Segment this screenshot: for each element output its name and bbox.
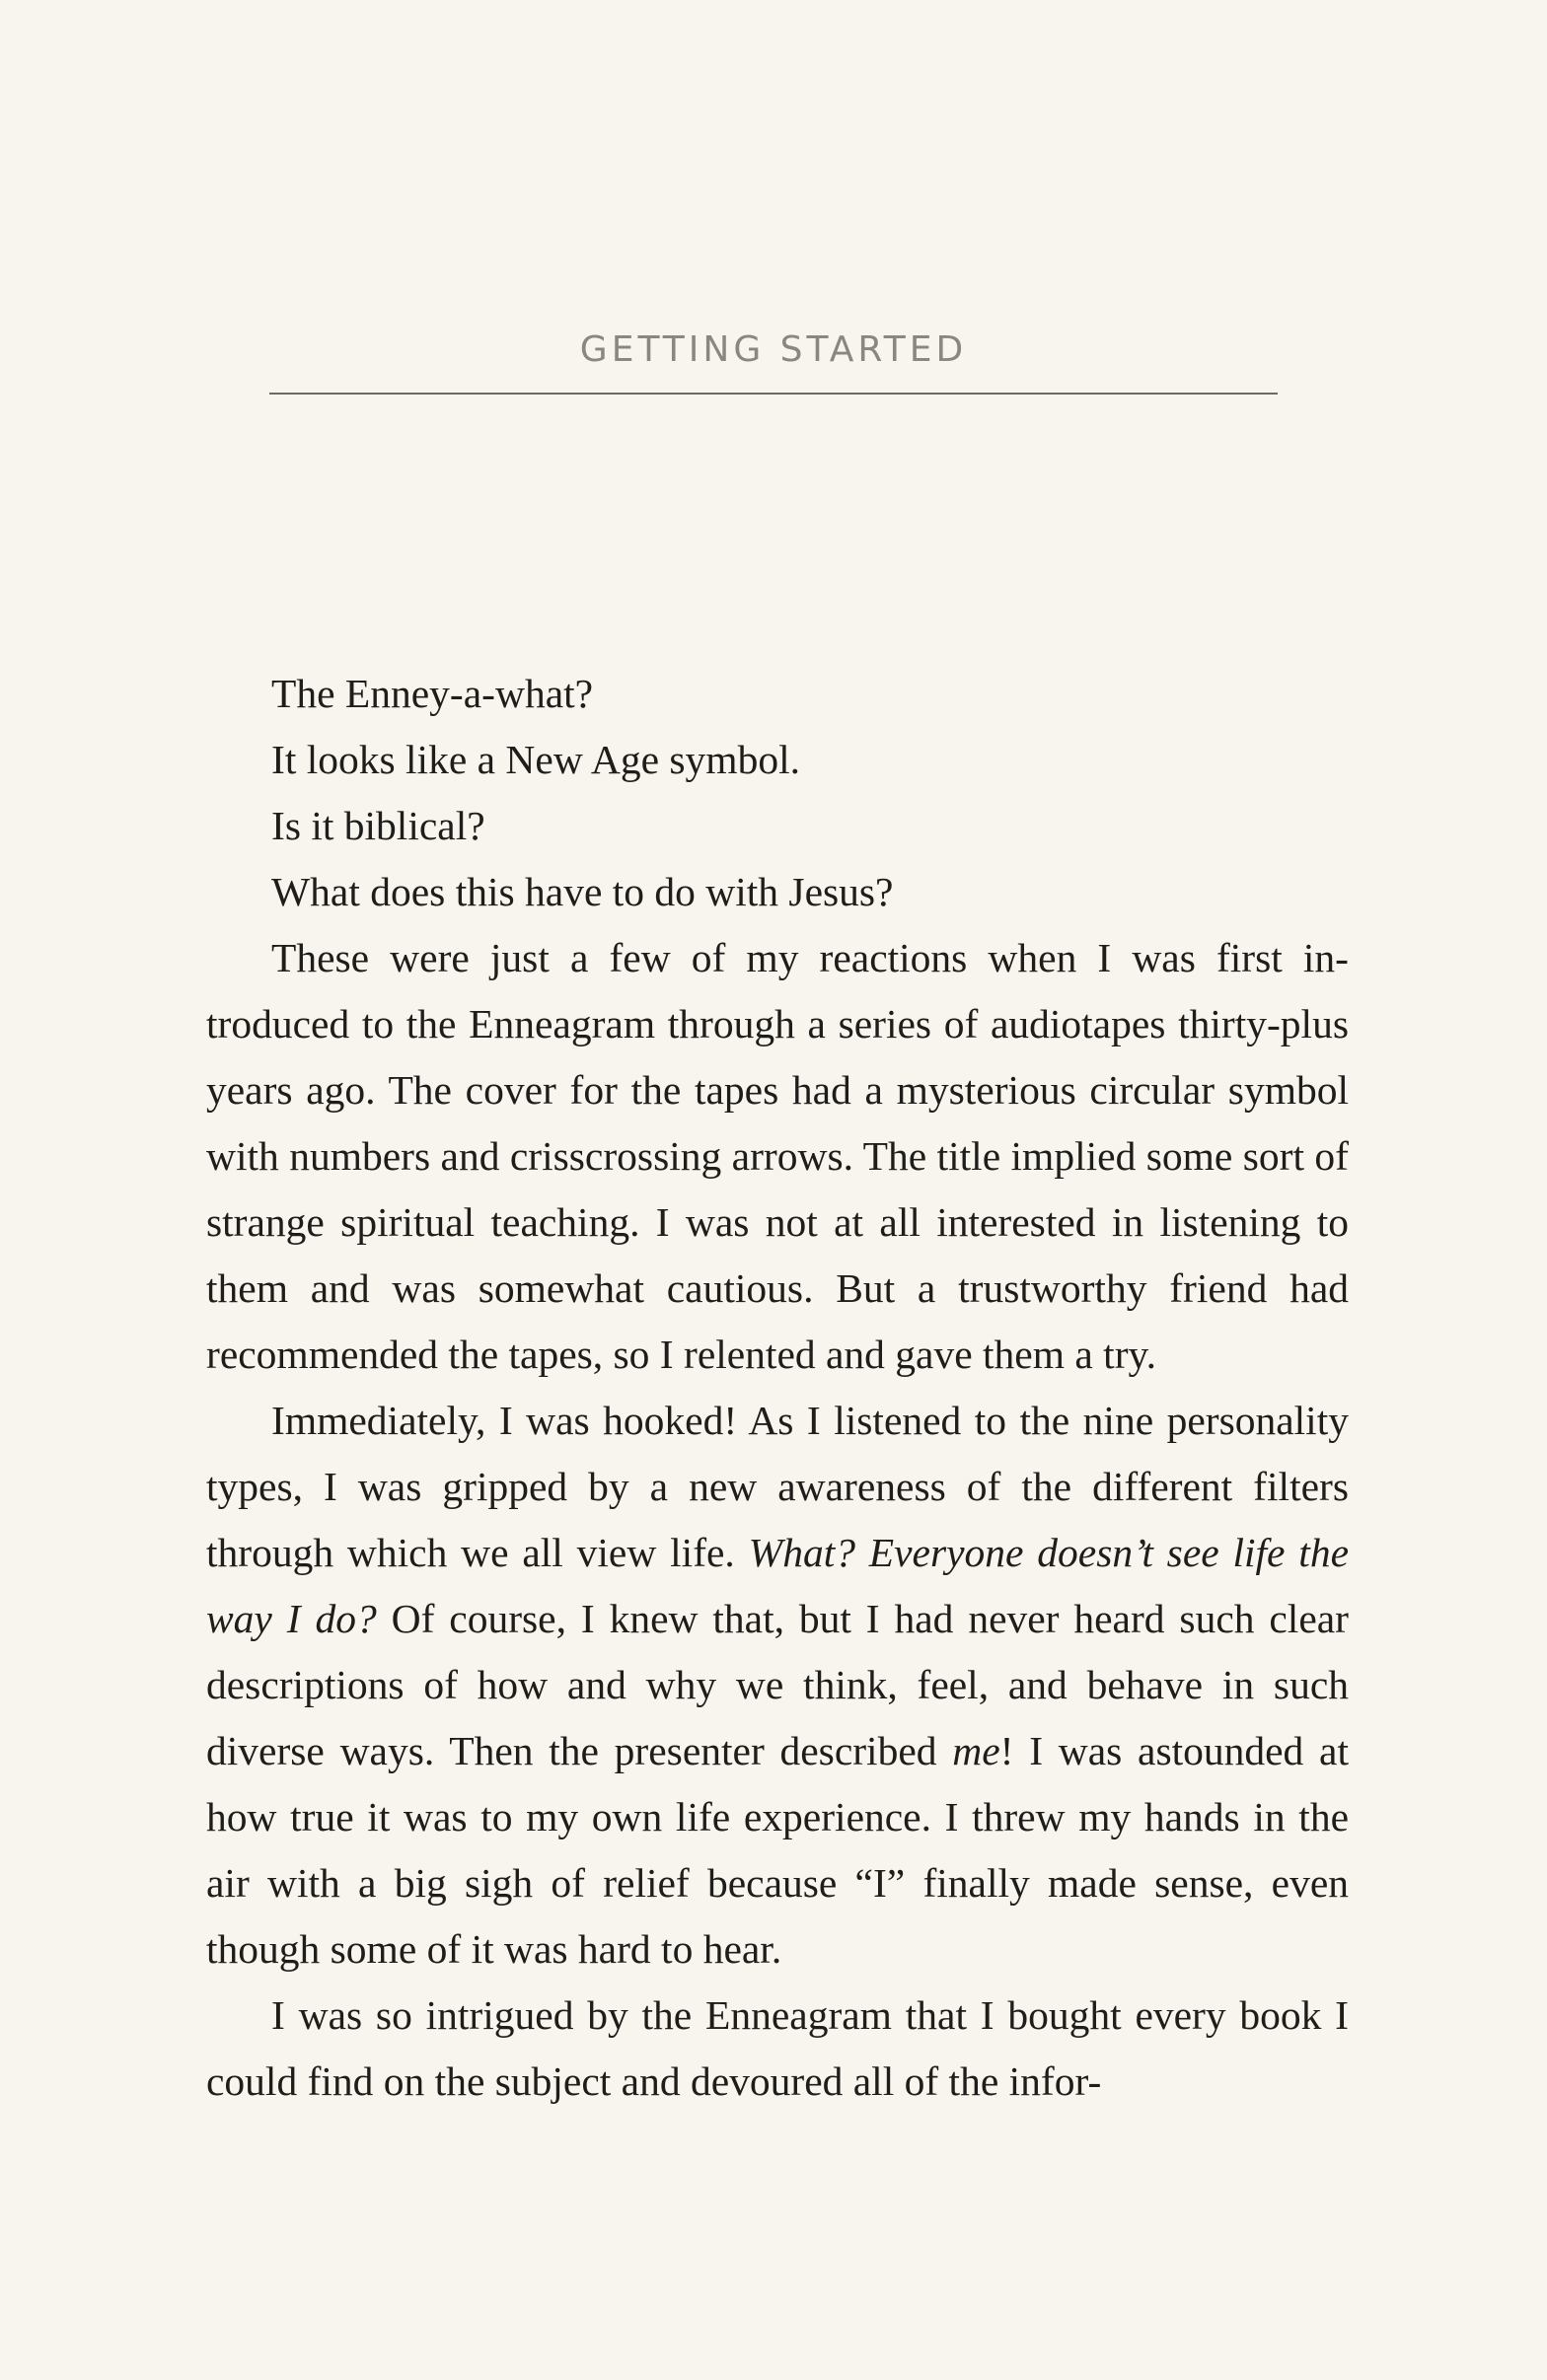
chapter-title: GETTING STARTED: [579, 329, 968, 370]
paragraph-1: These were just a few of my reactions when I was first introduced to the Enneagram through a series of audiotapes thirty-plus years ago. The cover for the tapes had a mysterious circular symbol with numbers and crisscrossing arrows. The title implied some sort of strange spiritual teaching. I was not at all interested in listening to them and was somewhat cautious. But a trustworthy friend had recommended the tapes, so I relented and gave them a try.: [206, 935, 1349, 1377]
question-line-1: The Enney-a-what?: [271, 671, 594, 716]
paragraph-2-part-a: Immediately, I was hooked! As I listened to the nine personality types, I was gripped by a new awareness of the different filters through which we all view life.: [206, 1398, 1349, 1575]
header-rule: [269, 393, 1278, 395]
paragraph-2-italic-2: me: [952, 1728, 1000, 1773]
paragraph-2-part-c: ! I was astounded at how true it was to my own life experience. I threw my hands in the air with a big sigh of relief because “I” finally made sense, even though some of it was hard to hear.: [206, 1728, 1349, 1972]
question-line-3: Is it biblical?: [271, 803, 485, 848]
paragraph-2: [206, 1388, 1349, 1983]
paragraph-2-italic-1: What? Everyone doesn’t see life the way I do?: [206, 1530, 1349, 1641]
body-text: [206, 661, 1349, 2115]
paragraph-3: I was so intrigued by the Enneagram that I bought every book I could find on the subject and devoured all of the infor-: [206, 1992, 1349, 2104]
question-line-2: It looks like a New Age symbol.: [271, 737, 800, 782]
running-header: [269, 329, 1278, 370]
paragraph-2-part-b: Of course, I knew that, but I had never heard such clear descriptions of how and why we think, feel, and behave in such diverse ways. Then the presenter described: [206, 1596, 1350, 1773]
question-line-4: What does this have to do with Jesus?: [271, 869, 894, 914]
